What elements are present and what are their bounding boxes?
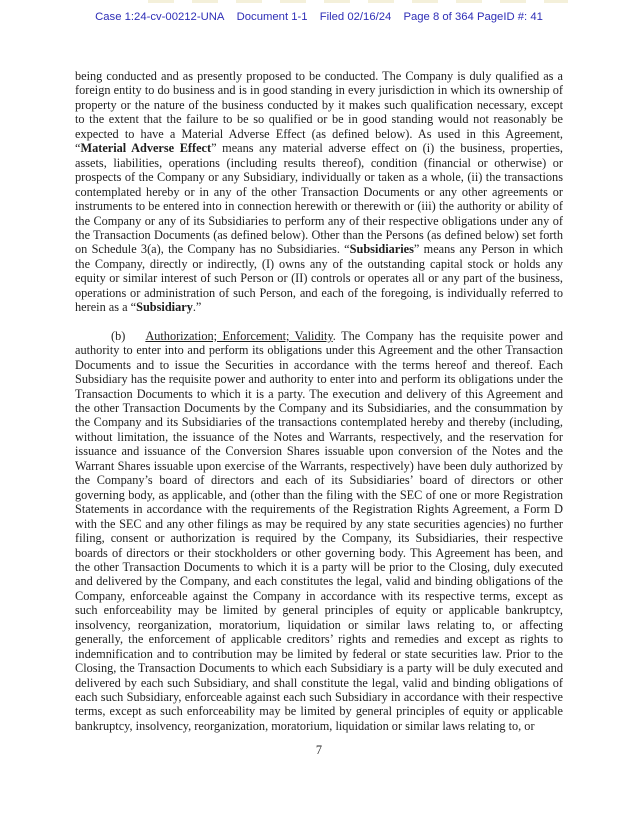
page-id-info: Page 8 of 364 PageID #: 41 (403, 11, 543, 23)
scan-artifact-line (148, 0, 568, 3)
paragraph-section-b: (b) Authorization; Enforcement; Validity. The Company has the requisite power and authority to enter into and perform its obligations under this Agreement and the other Transaction Documents and to issue the Securities in accordance with the terms hereof and thereof. Each Subsidiary has the requisite power and authority to enter into and perform its obligations under the Transaction Documents to which it is a party. The execution and delivery of this Agreement and the other Transaction Documents by the Company and its Subsidiaries, and the consummation by the Company and its Subsidiaries of the transactions contemplated hereby and thereby (including, without limitation, the issuance of the Notes and Warrants, respectively, and the reservation for issuance and issuance of the Conversion Shares issuable upon conversion of the Notes and the Warrant Shares issuable upon exercise of the Warrants, respectively) have been duly authorized by the Company’s board of directors and each of its Subsidiaries’ board of directors or other governing body, as applicable, and (other than the filing with the SEC of one or more Registration Statements in accordance with the requirements of the Registration Rights Agreement, a Form D with the SEC and any other filings as may be required by any state securities agencies) no further filing, consent or authorization is required by the Company, its Subsidiaries, their respective boards of directors or their stockholders or other governing body. This Agreement has been, and the other Transaction Documents to which it is a party will be prior to the Closing, duly executed and delivered by the Company, and each constitutes the legal, valid and binding obligations of the Company, enforceable against the Company in accordance with its respective terms, except as such enforceability may be limited by general principles of equity or applicable bankruptcy, insolvency, reorganization, moratorium, liquidation or similar laws relating to, or affecting generally, the enforcement of applicable creditors’ rights and remedies and except as rights to indemnification and to contribution may be limited by federal or state securities law. Prior to the Closing, the Transaction Documents to which each Subsidiary is a party will be duly executed and delivered by each such Subsidiary, and shall constitute the legal, valid and binding obligations of each such Subsidiary, enforceable against each such Subsidiary in accordance with their respective terms, except as such enforceability may be limited by general principles of equity or applicable bankruptcy, insolvency, reorganization, moratorium, liquidation or similar laws relating to, or (75, 328, 563, 733)
document-body (75, 69, 563, 733)
filed-date: Filed 02/16/24 (319, 11, 392, 23)
page-number: 7 (315, 743, 323, 757)
page-footer (0, 743, 638, 758)
paragraph-continuation: being conducted and as presently proposed to be conducted. The Company is duly qualified as a foreign entity to do business and is in good standing in every jurisdiction in which its ownership of property or the nature of the business conducted by it makes such qualification necessary, except to the extent that the failure to be so qualified or be in good standing would not reasonably be expected to have a Material Adverse Effect (as defined below). As used in this Agreement, “Material Adverse Effect” means any material adverse effect on (i) the business, properties, assets, liabilities, operations (including results thereof), condition (financial or otherwise) or prospects of the Company or any Subsidiary, individually or taken as a whole, (ii) the transactions contemplated hereby or in any of the other Transaction Documents or any other agreements or instruments to be entered into in connection herewith or therewith or (iii) the authority or ability of the Company or any of its Subsidiaries to perform any of their respective obligations under any of the Transaction Documents (as defined below). Other than the Persons (as defined below) set forth on Schedule 3(a), the Company has no Subsidiaries. “Subsidiaries” means any Person in which the Company, directly or indirectly, (I) owns any of the outstanding capital stock or holds any equity or similar interest of such Person or (II) controls or operates all or any part of the business, operations or administration of such Person, and each of the foregoing, is individually referred to herein as a “Subsidiary.” (75, 69, 563, 315)
court-filing-header (0, 11, 638, 23)
case-number: Case 1:24-cv-00212-UNA (95, 11, 225, 23)
document-number: Document 1-1 (236, 11, 308, 23)
